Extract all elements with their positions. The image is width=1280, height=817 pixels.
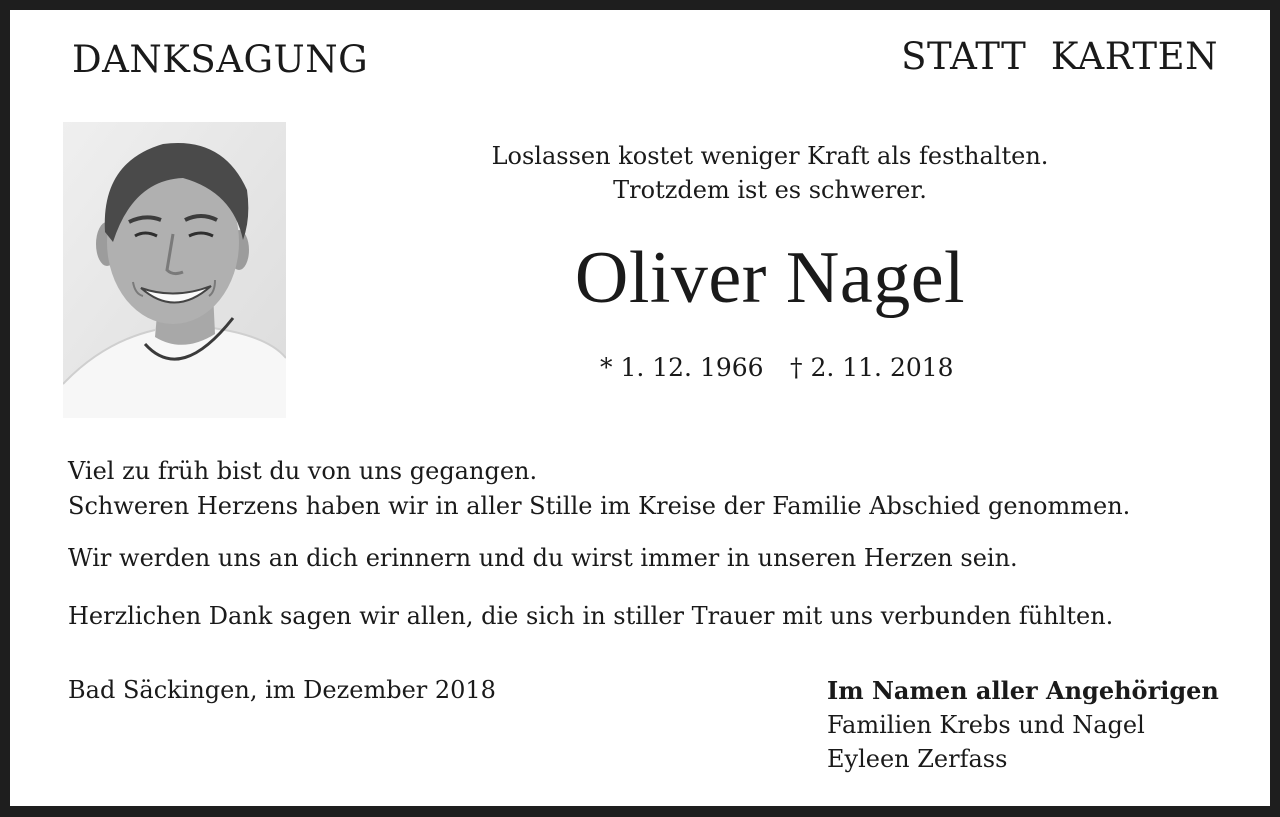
place-and-date: Bad Säckingen, im Dezember 2018 (68, 676, 496, 704)
deceased-name: Oliver Nagel (574, 237, 966, 319)
obituary-card (10, 10, 1270, 806)
header-statt-karten: STATT KARTEN (901, 35, 1218, 78)
message-paragraph-3: Herzlichen Dank sagen wir allen, die sich in stiller Trauer mit uns verbunden fühlten. (68, 602, 1114, 630)
message-line-1: Viel zu früh bist du von uns gegangen. (68, 457, 538, 485)
signature-line-1: Familien Krebs und Nagel (827, 711, 1145, 739)
signature-heading: Im Namen aller Angehörigen (827, 676, 1219, 705)
birth-date: * 1. 12. 1966 (600, 353, 764, 382)
quote-line-1: Loslassen kostet weniger Kraft als festhalten. (491, 142, 1049, 170)
quote-line-2: Trotzdem ist es schwerer. (613, 176, 927, 204)
signature-line-2: Eyleen Zerfass (827, 745, 1008, 773)
message-line-2: Schweren Herzens haben wir in aller Stille im Kreise der Familie Abschied genommen. (68, 492, 1131, 520)
message-paragraph-2: Wir werden uns an dich erinnern und du wirst immer in unseren Herzen sein. (68, 544, 1018, 572)
death-date: † 2. 11. 2018 (790, 353, 954, 382)
portrait-photo (63, 122, 286, 418)
header-danksagung: DANKSAGUNG (72, 38, 369, 81)
